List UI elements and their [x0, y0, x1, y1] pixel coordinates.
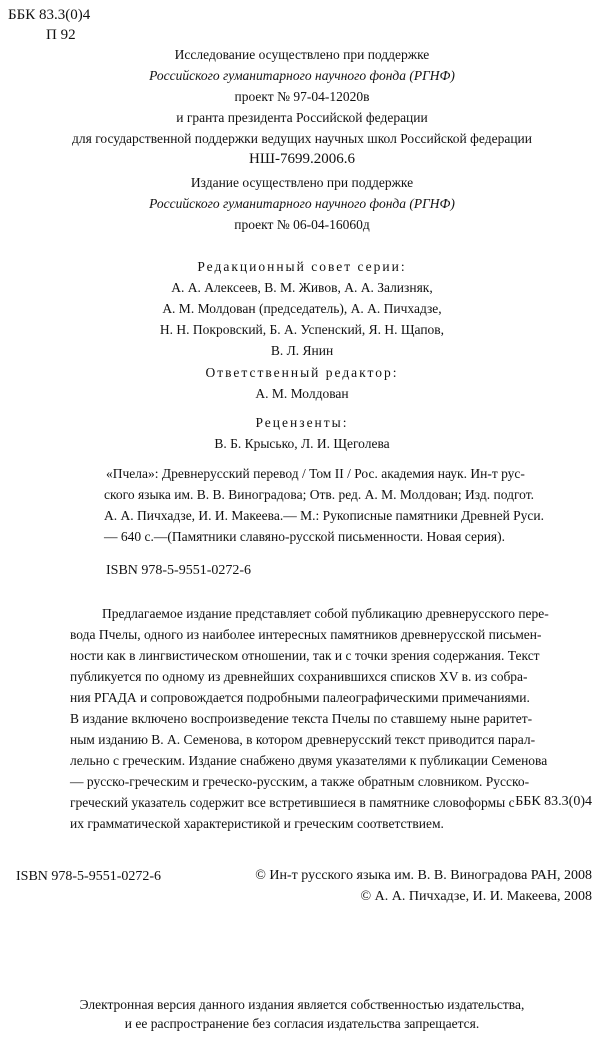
abstract-line: вода Пчелы, одного из наиболее интересных памятников древнерусской письмен- — [70, 627, 542, 642]
notice-line: Электронная версия данного издания является собственностью издательства, — [79, 997, 525, 1012]
board-members-line: А. М. Молдован (председатель), А. А. Пичхадзе, — [162, 301, 442, 316]
abstract-line: — русско-греческим и греческо-русским, а также обратным словником. Русско- — [70, 774, 530, 789]
bbk-code-bottom: ББК 83.3(0)4 — [515, 794, 592, 809]
project-number: проект № 97-04-12020в — [234, 89, 370, 104]
reviewers-names: В. Б. Крысько, Л. И. Щеголева — [214, 436, 390, 451]
reviewers-block — [0, 412, 604, 454]
support-line: и гранта президента Российской федерации — [176, 110, 428, 125]
electronic-version-notice — [0, 995, 604, 1033]
support-line: для государственной поддержки ведущих научных школ Российской федерации — [72, 131, 532, 146]
editor-heading: Ответственный редактор: — [205, 365, 399, 380]
reviewers-heading: Рецензенты: — [255, 415, 349, 430]
abstract-line: публикуется по одному из древнейших сохранившихся списков XV в. из собра- — [70, 669, 528, 684]
author-mark: П 92 — [46, 27, 76, 43]
board-members-line: А. А. Алексеев, В. М. Живов, А. А. Зализняк, — [171, 280, 433, 295]
foundation-name: Российского гуманитарного научного фонда (РГНФ) — [149, 196, 455, 211]
project-number: проект № 06-04-16060д — [234, 217, 370, 232]
copyright-authors: © А. А. Пичхадзе, И. И. Макеева, 2008 — [360, 889, 592, 904]
board-members-line: В. Л. Янин — [270, 343, 334, 358]
editor-block — [0, 362, 604, 404]
abstract-line: их грамматической характеристикой и греческим соответствием. — [70, 816, 444, 831]
notice-line: и ее распространение без согласия издательства запрещается. — [124, 1016, 480, 1031]
foundation-name: Российского гуманитарного научного фонда (РГНФ) — [149, 68, 455, 83]
bbk-code-top: ББК 83.3(0)4 — [8, 7, 91, 23]
abstract-line: лельно с греческим. Издание снабжено двумя указателями к публикации Семенова — [70, 753, 548, 768]
abstract-line: ности как в лингвистическом отношении, так и с точки зрения содержания. Текст — [70, 648, 540, 663]
board-members-line: Н. Н. Покровский, Б. А. Успенский, Я. Н. Щапов, — [159, 322, 445, 337]
editorial-board-heading: Редакционный совет серии: — [197, 259, 407, 274]
abstract-line: ным изданию В. А. Семенова, в котором древнерусский текст приводится парал- — [70, 732, 536, 747]
citation-line: А. А. Пичхадзе, И. И. Макеева.— М.: Рукописные памятники Древней Руси. — [104, 508, 545, 523]
support-line: Издание осуществлено при поддержке — [190, 175, 414, 190]
citation-line: ского языка им. В. В. Виноградова; Отв. ред. А. М. Молдован; Изд. подгот. — [104, 487, 535, 502]
citation-line: — 640 с.—(Памятники славяно-русской письменности. Новая серия). — [104, 529, 505, 544]
research-support-block — [0, 44, 604, 170]
grant-number: НШ-7699.2006.6 — [249, 151, 355, 167]
bibliographic-citation — [106, 463, 594, 547]
abstract-line: Предлагаемое издание представляет собой публикацию древнерусского пере- — [102, 606, 549, 621]
editor-name: А. М. Молдован — [255, 386, 349, 401]
abstract-line: ния РГАДА и сопровождается подробными палеографическими примечаниями. — [70, 690, 530, 705]
edition-support-block — [0, 172, 604, 235]
abstract-line: В издание включено воспроизведение текста Пчелы по ставшему ныне раритет- — [70, 711, 533, 726]
copyright-institute: © Ин-т русского языка им. В. В. Виноградова РАН, 2008 — [255, 868, 592, 883]
citation-line: «Пчела»: Древнерусский перевод / Том II / Рос. академия наук. Ин-т рус- — [106, 466, 525, 481]
isbn-citation: ISBN 978-5-9551-0272-6 — [106, 563, 252, 578]
abstract-line: греческий указатель содержит все встретившиеся в памятнике словоформы с — [70, 795, 515, 810]
support-line: Исследование осуществлено при поддержке — [174, 47, 430, 62]
isbn-imprint: ISBN 978-5-9551-0272-6 — [16, 869, 162, 884]
editorial-board-block — [0, 256, 604, 361]
